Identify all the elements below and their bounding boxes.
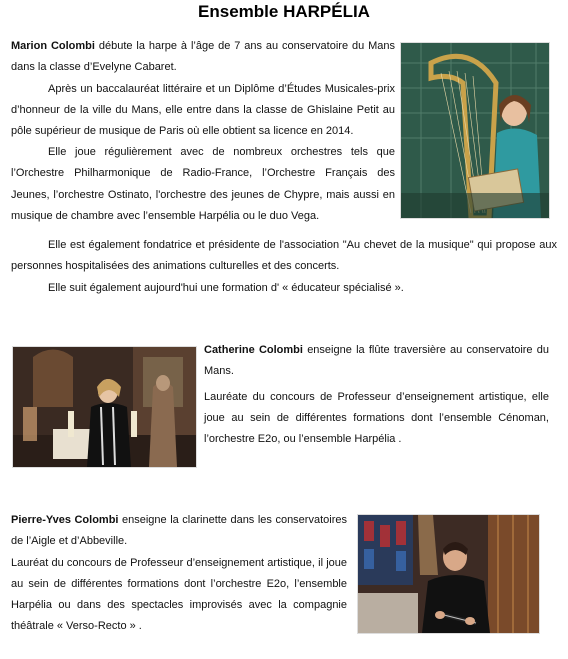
bio-catherine <box>204 340 549 450</box>
bio-paragraph: Lauréat du concours de Professeur d’enseignement artistique, il joue au sein de différentes formations dont l’orchestre E2o, l’ensemble Harpélia ou dans des spectacles improvisés avec la compagnie théâtrale « Verso-Recto » . <box>11 556 347 633</box>
bio-paragraph: Elle est également fondatrice et présidente de l'association "Au chevet de la musique" qui propose aux personnes hospitalisées des animations culturelles et des concerts. <box>11 239 557 273</box>
bio-paragraph <box>11 510 347 553</box>
harpist-photo <box>400 42 550 219</box>
bio-pierre-yves <box>11 510 347 638</box>
harpist-image <box>401 43 549 218</box>
bio-paragraph: Elle suit également aujourd'hui une formation d' « éducateur spécialisé ». <box>48 281 404 294</box>
bio-text: enseigne la flûte traversière au conservatoire du Mans. <box>204 344 550 378</box>
page-title: Ensemble HARPÉLIA <box>198 2 370 21</box>
bio-text: débute la harpe à l’âge de 7 ans au conservatoire du Mans dans la classe d’Evelyne Cabaret. <box>11 40 395 74</box>
person-name: Pierre-Yves Colombi <box>11 514 119 526</box>
person-name: Catherine Colombi <box>204 344 303 356</box>
flutist-image <box>13 347 196 467</box>
bio-marion <box>11 36 395 142</box>
bio-marion-tail <box>11 235 557 299</box>
bio-paragraph: Lauréate du concours de Professeur d’enseignement artistique, elle joue au sein de différentes formations dont l’ensemble Cénoman, l’orchestre E2o, ou l’ensemble Harpélia . <box>204 390 549 446</box>
clarinetist-image <box>358 515 539 633</box>
flutist-photo <box>12 346 197 468</box>
bio-text: enseigne la clarinette dans les conservatoires de l’Aigle et d’Abbeville. <box>11 514 347 548</box>
clarinetist-photo <box>357 514 540 634</box>
bio-paragraph: Après un baccalauréat littéraire et un Diplôme d’Études Musicales-prix d’honneur de la ville du Mans, elle entre dans la classe de Ghislaine Petit au pôle supérieur de musique de Paris où elle obtient sa licence en 2014. <box>11 82 395 138</box>
bio-paragraph: Elle joue régulièrement avec de nombreux orchestres tels que l’Orchestre Philharmonique de Radio-France, l’Orchestre Français des Jeunes, l’orchestre Ostinato, l'orchestre des jeunes de Chypre, mais aussi en musique de chambre avec l’ensemble Harpélia ou le duo Vega. <box>11 146 395 222</box>
bio-paragraph <box>11 36 395 79</box>
bio-paragraph <box>204 340 549 383</box>
person-name: Marion Colombi <box>11 40 95 52</box>
